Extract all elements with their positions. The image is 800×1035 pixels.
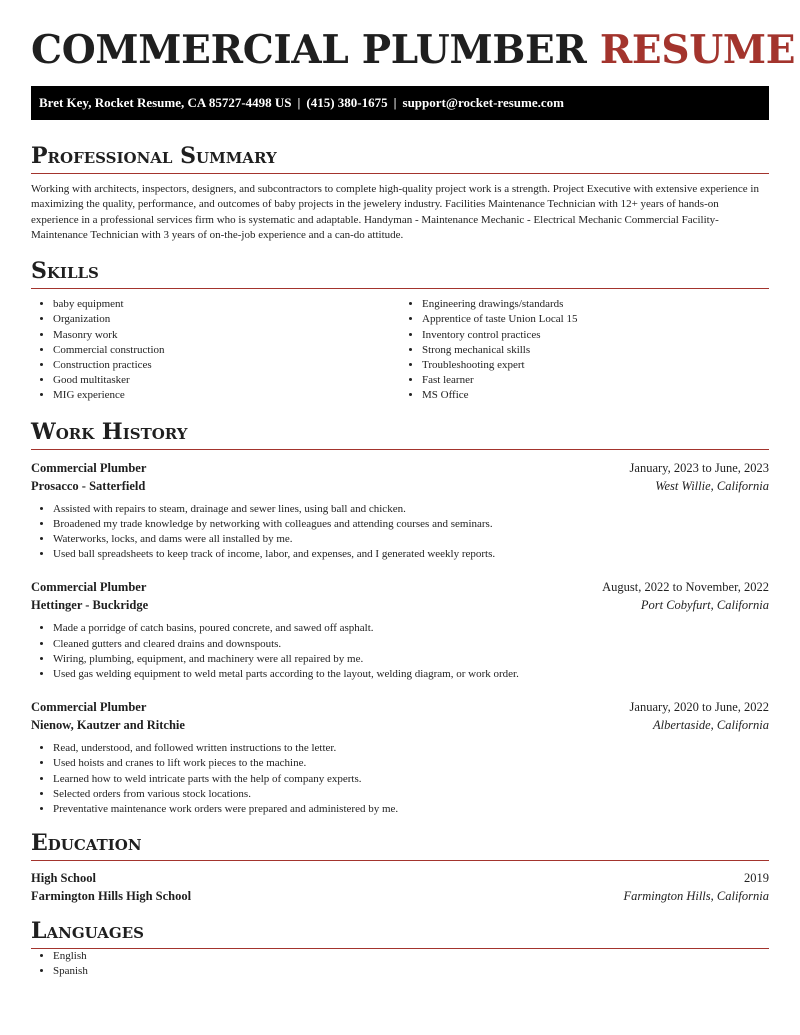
section-divider (31, 288, 769, 289)
language-item: • Spanish (53, 964, 769, 979)
job-duty: • Learned how to weld intricate parts with the help of company experts. (53, 772, 769, 787)
education-header-row (31, 869, 769, 887)
section-divider (31, 449, 769, 450)
job-duty: • Made a porridge of catch basins, poured concrete, and sawed off asphalt. (53, 621, 769, 636)
job-duty: • Wiring, plumbing, equipment, and machinery were all repaired by me. (53, 652, 769, 667)
skill-item: • MIG experience (53, 388, 400, 403)
job-duty: • Assisted with repairs to steam, drainage and sewer lines, using ball and chicken. (53, 502, 769, 517)
skill-item: • Organization (53, 312, 400, 327)
job-title: Commercial Plumber (31, 460, 147, 475)
job-location: Albertaside, California (653, 718, 769, 733)
language-item: • English (53, 949, 769, 964)
education-section (31, 829, 769, 905)
skill-item: • Construction practices (53, 358, 400, 373)
job-duty: • Read, understood, and followed written instructions to the letter. (53, 741, 769, 756)
summary-heading: Professional Summary (31, 143, 277, 169)
job-title: Commercial Plumber (31, 580, 147, 595)
contact-phone: (415) 380-1675 (306, 95, 388, 110)
education-year: 2019 (744, 871, 769, 886)
skills-column-right (400, 297, 769, 403)
job-header-row (31, 459, 769, 477)
education-school: Farmington Hills High School (31, 889, 192, 904)
job-header-row (31, 578, 769, 596)
contact-email[interactable]: support@rocket-resume.com (402, 95, 564, 110)
job-duty: • Used ball spreadsheets to keep track of income, labor, and expenses, and I generated weekly reports. (53, 547, 769, 562)
title-accent: RESUME (599, 27, 796, 73)
skill-item: • MS Office (422, 388, 769, 403)
skill-item: • Fast learner (422, 373, 769, 388)
skill-item: • baby equipment (53, 297, 400, 312)
job-entry (31, 459, 769, 563)
skills-column-left (31, 297, 400, 403)
skills-heading: Skills (31, 258, 99, 285)
education-location: Farmington Hills, California (623, 889, 769, 904)
skill-item: • Strong mechanical skills (422, 343, 769, 358)
contact-separator: | (393, 95, 397, 110)
section-divider (31, 860, 769, 861)
skill-item: • Commercial construction (53, 343, 400, 358)
skill-item: • Good multitasker (53, 373, 400, 388)
education-entry (31, 869, 769, 905)
skill-item: • Troubleshooting expert (422, 358, 769, 373)
languages-list (31, 949, 769, 979)
education-school-row (31, 887, 769, 905)
languages-heading: Languages (31, 918, 144, 945)
job-entry (31, 698, 769, 817)
job-company-row (31, 477, 769, 495)
skill-item: • Apprentice of taste Union Local 15 (422, 312, 769, 327)
contact-address: Bret Key, Rocket Resume, CA 85727-4498 US (39, 95, 292, 110)
languages-section (31, 917, 769, 979)
job-location: Port Cobyfurt, California (640, 598, 769, 613)
education-heading: Education (31, 830, 142, 857)
job-duty: • Used gas welding equipment to weld metal parts according to the layout, welding diagram, or work order. (53, 667, 769, 682)
skills-section (31, 257, 769, 403)
job-dates: January, 2023 to June, 2023 (629, 460, 769, 475)
summary-text: Working with architects, inspectors, designers, and subcontractors to complete high-quality project work is a strength. Project Executive with extensive experience in maximizing the quality, performance, and outcomes of baby projects in the jewelery industry. Facilities Maintenance Technician with 12+ years of hands-on experience in a professional services firm who is systematic and adaptable. Handyman - Maintenance Mechanic - Electrical Mechanic Commercial Facility-Maintenance Technician with 3 years of on-the-job experience and a can-do attitude. (31, 183, 759, 241)
job-duty: • Selected orders from various stock locations. (53, 787, 769, 802)
job-duty: • Broadened my trade knowledge by networking with colleagues and attending courses and seminars. (53, 517, 769, 532)
job-header-row (31, 698, 769, 716)
work-history-section (31, 418, 769, 818)
job-duty: • Waterworks, locks, and dams were all installed by me. (53, 532, 769, 547)
job-dates: August, 2022 to November, 2022 (602, 580, 769, 595)
job-entry (31, 578, 769, 682)
summary-section (31, 142, 769, 243)
contact-separator: | (297, 95, 301, 110)
job-duty: • Cleaned gutters and cleared drains and downspouts. (53, 637, 769, 652)
contact-bar (31, 86, 769, 120)
skill-item: • Masonry work (53, 328, 400, 343)
job-dates: January, 2020 to June, 2022 (629, 700, 769, 715)
job-duty: • Used hoists and cranes to lift work pieces to the machine. (53, 756, 769, 771)
skill-item: • Inventory control practices (422, 328, 769, 343)
job-title: Commercial Plumber (31, 700, 147, 715)
title-main: COMMERCIAL PLUMBER (31, 27, 587, 73)
job-company: Hettinger - Buckridge (31, 598, 149, 613)
job-company-row (31, 596, 769, 614)
work-history-heading: Work History (31, 418, 188, 445)
job-duties-list (31, 741, 769, 817)
job-location: West Willie, California (655, 478, 769, 493)
job-company: Nienow, Kautzer and Ritchie (31, 718, 185, 733)
job-duty: • Preventative maintenance work orders were prepared and administered by me. (53, 802, 769, 817)
job-duties-list (31, 621, 769, 682)
skills-list-left (31, 297, 400, 403)
skills-list-right (400, 297, 769, 403)
resume-title (31, 26, 796, 74)
job-company-row (31, 716, 769, 734)
section-divider (31, 173, 769, 174)
education-degree: High School (31, 871, 96, 886)
skills-columns (31, 297, 769, 403)
job-duties-list (31, 502, 769, 563)
skill-item: • Engineering drawings/standards (422, 297, 769, 312)
job-company: Prosacco - Satterfield (31, 478, 146, 493)
